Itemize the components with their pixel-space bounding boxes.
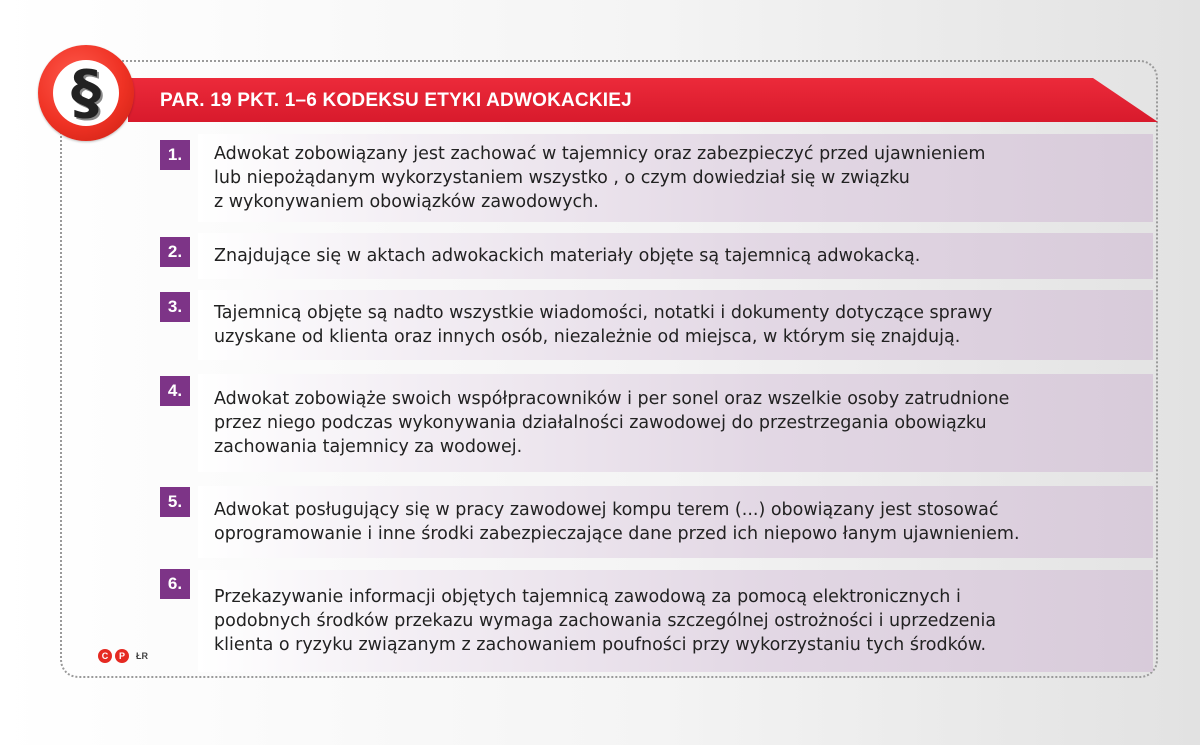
item-number-4: 4. [160, 376, 190, 406]
item-text-3: Tajemnicą objęte są nadto wszystkie wiadomości, notatki i dokumenty dotyczące sprawy uzyskane od klienta oraz innych osób, niezależnie od miejsca, w którym się znajdują. [214, 303, 993, 347]
item-number-1: 1. [160, 140, 190, 170]
item-box-3 [198, 290, 1153, 360]
publisher-logo [98, 649, 148, 663]
page-title: PAR. 19 PKT. 1–6 KODEKSU ETYKI ADWOKACKIEJ [160, 90, 632, 111]
item-box-1 [198, 134, 1153, 222]
section-sign-glyph: § [71, 58, 101, 128]
item-box-2 [198, 233, 1153, 279]
item-text-6: Przekazywanie informacji objętych tajemnicą zawodową za pomocą elektronicznych i podobnych środków przekazu wymaga zachowania szczególnej ostrożności i uprzedzenia klienta o ryzyku związanym z zachowaniem poufności przy wykorzystaniu tych środków. [214, 587, 997, 655]
item-box-5 [198, 486, 1153, 558]
item-box-4 [198, 374, 1153, 472]
item-text-2: Znajdujące się w aktach adwokackich materiały objęte są tajemnicą adwokacką. [214, 246, 921, 266]
item-number-6: 6. [160, 569, 190, 599]
item-number-3: 3. [160, 292, 190, 322]
section-sign-icon [38, 45, 134, 141]
item-number-2: 2. [160, 237, 190, 267]
item-number-5: 5. [160, 487, 190, 517]
logo-mark-c: C [98, 649, 112, 663]
item-text-1: Adwokat zobowiązany jest zachować w tajemnicy oraz zabezpieczyć przed ujawnieniem lub niepożądanym wykorzystaniem wszystko , o czym dowiedział się w związku z wykonywaniem obowiązków zawodowych. [214, 144, 986, 212]
logo-mark-p: P [115, 649, 129, 663]
item-box-6 [198, 570, 1153, 672]
item-text-5: Adwokat posługujący się w pracy zawodowej kompu terem (...) obowiązany jest stosować oprogramowanie i inne środki zabezpieczające dane przed ich niepowo łanym ujawnieniem. [214, 500, 1020, 544]
logo-tag: ŁR [136, 651, 148, 661]
item-text-4: Adwokat zobowiąże swoich współpracowników i per sonel oraz wszelkie osoby zatrudnione przez niego podczas wykonywania działalności zawodowej do przestrzegania obowiązku zachowania tajemnicy za wodowej. [214, 389, 1010, 457]
